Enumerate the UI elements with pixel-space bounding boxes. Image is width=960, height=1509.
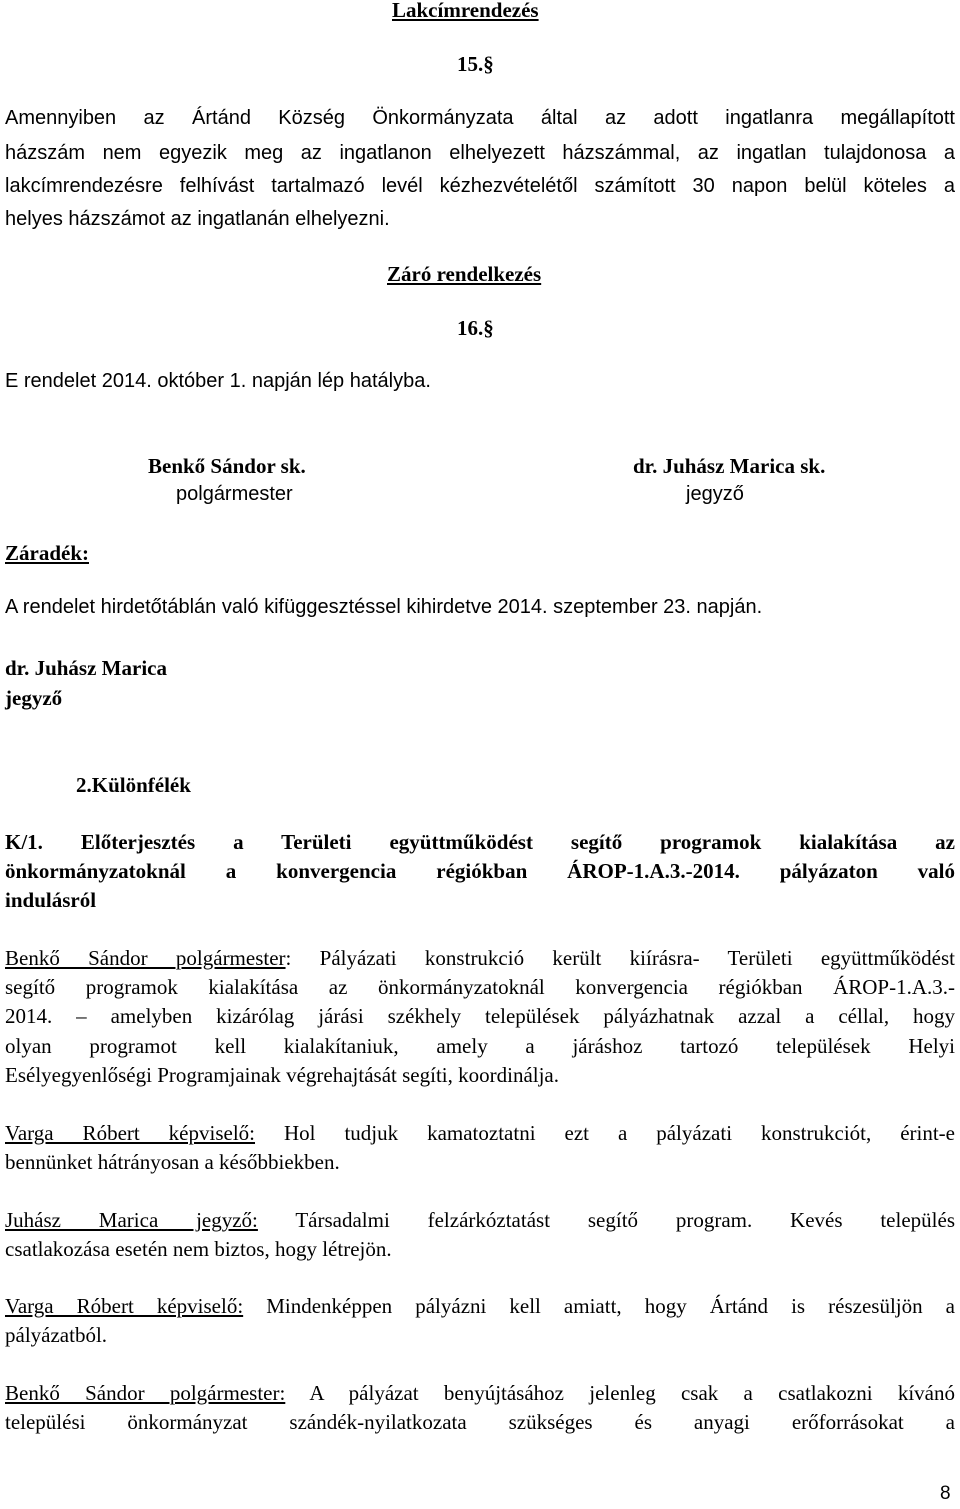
signature-notary-name: dr. Juhász Marica sk. [633, 454, 826, 478]
k1-title-line-3: indulásról [5, 888, 97, 912]
p1-line-5: Esélyegyenlőségi Programjainak végrehajtását segíti, koordinálja. [5, 1063, 559, 1087]
speaker-name: Varga Róbert képviselő: [5, 1294, 244, 1318]
section-sign-icon: § [483, 316, 494, 340]
p1-line-2: segítő programok kialakítása az önkormányzatoknál konvergencia régiókban ÁROP-1.A.3.- [5, 975, 955, 999]
p3-line-1 [5, 1208, 955, 1233]
speech-text: A pályázat benyújtásához jelenleg csak a csatlakozni kívánó [285, 1381, 955, 1405]
speech-text: : Pályázati konstrukció került kiírásra- Területi együttműködést [285, 946, 955, 970]
paragraph-number-15 [457, 52, 494, 77]
section-heading-zaro-rendelkezes: Záró rendelkezés [387, 262, 542, 286]
p2-line-1 [5, 1121, 955, 1146]
para15-line-1: Amennyiben az Ártánd Község Önkormányzata által az adott ingatlanra megállapított [5, 107, 955, 129]
p5-line-1 [5, 1381, 955, 1406]
zaradek-signature-name: dr. Juhász Marica [5, 656, 167, 680]
p2-line-2: bennünket hátrányosan a későbbiekben. [5, 1150, 340, 1174]
para15-line-3: lakcímrendezésre felhívást tartalmazó levél kézhezvételétől számított 30 napon belül köteles a [5, 175, 955, 197]
p4-line-1 [5, 1294, 955, 1319]
zaradek-text: A rendelet hirdetőtáblán való kifüggesztéssel kihirdetve 2014. szeptember 23. napján. [5, 596, 763, 618]
k1-title-line-1: K/1. Előterjesztés a Területi együttműködést segítő programok kialakítása az [5, 830, 955, 854]
speech-text: Társadalmi felzárkóztatást segítő program. Kevés település [257, 1208, 955, 1232]
paragraph-number-text: 16. [457, 316, 484, 340]
paragraph-number-16 [457, 316, 494, 341]
k1-title-line-2: önkormányzatoknál a konvergencia régiókban ÁROP-1.A.3.-2014. pályázaton való [5, 859, 955, 883]
para15-line-4: helyes házszámot az ingatlanán elhelyezni. [5, 208, 390, 230]
paragraph-number-text: 15. [457, 52, 484, 76]
p1-line-3: 2014. – amelyben kizárólag járási székhely települések pályázhatnak azzal a céllal, hogy [5, 1004, 955, 1028]
speaker-name: Varga Róbert képviselő: [5, 1121, 256, 1145]
section-sign-icon: § [483, 52, 494, 76]
p1-line-4: olyan programot kell kialakítaniuk, amely a járáshoz tartozó települések Helyi [5, 1034, 955, 1058]
para16-text: E rendelet 2014. október 1. napján lép hatályba. [5, 370, 431, 392]
speaker-name: Benkő Sándor polgármester [5, 946, 286, 970]
speech-text: Hol tudjuk kamatoztatni ezt a pályázati konstrukciót, érint-e [255, 1121, 955, 1145]
signature-mayor-role: polgármester [176, 483, 293, 505]
zaradek-signature-role: jegyző [5, 686, 63, 710]
signature-mayor-name: Benkő Sándor sk. [148, 454, 306, 478]
p1-line-1 [5, 946, 955, 971]
section-heading-lakcimrendezes: Lakcímrendezés [392, 0, 539, 22]
speech-text: Mindenképpen pályázni kell amiatt, hogy Ártánd is részesüljön a [243, 1294, 955, 1318]
zaradek-label: Záradék: [5, 541, 89, 565]
speaker-name: Juhász Marica jegyző: [5, 1208, 258, 1232]
p5-line-2: települési önkormányzat szándék-nyilatkozata szükséges és anyagi erőforrásokat a [5, 1410, 955, 1434]
para15-line-2: házszám nem egyezik meg az ingatlanon elhelyezett házszámmal, az ingatlan tulajdonosa a [5, 142, 955, 164]
p4-line-2: pályázatból. [5, 1323, 108, 1347]
agenda-heading-kulonfelek: 2.Különfélék [76, 773, 191, 797]
page-number: 8 [940, 1483, 951, 1504]
speaker-name: Benkő Sándor polgármester: [5, 1381, 286, 1405]
p3-line-2: csatlakozása esetén nem biztos, hogy létrejön. [5, 1237, 392, 1261]
signature-notary-role: jegyző [686, 483, 744, 505]
